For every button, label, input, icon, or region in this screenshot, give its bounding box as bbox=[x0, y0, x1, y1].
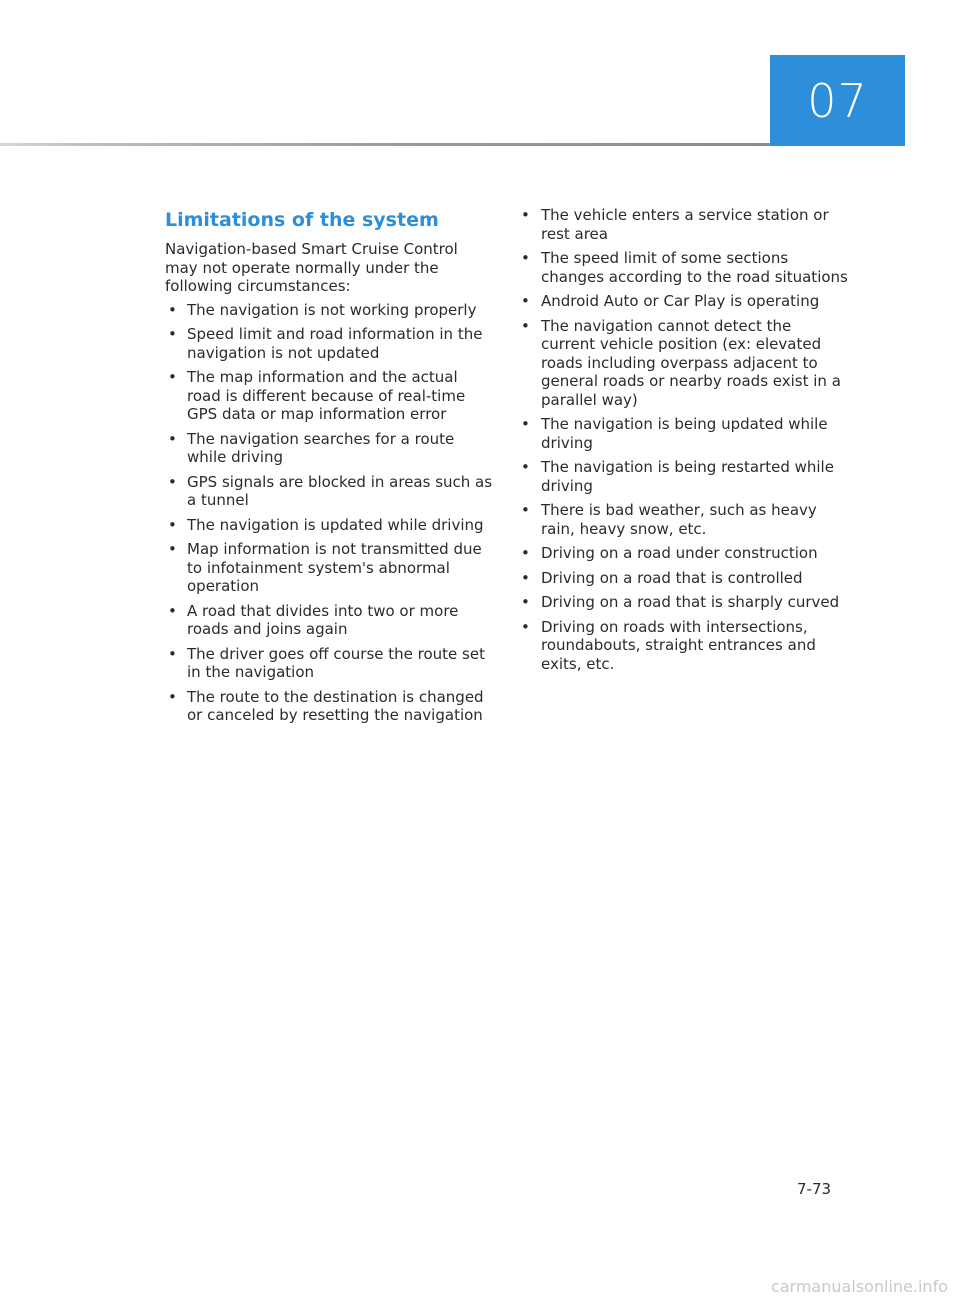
left-column bbox=[165, 206, 495, 731]
list-item-text: The navigation is being restarted while driving bbox=[541, 458, 834, 495]
bullet-icon: • bbox=[521, 249, 530, 267]
list-item bbox=[518, 292, 848, 311]
list-item-text: Driving on a road that is controlled bbox=[541, 568, 803, 587]
bullet-icon: • bbox=[168, 472, 177, 491]
list-item-text: A road that divides into two or more roads and joins again bbox=[187, 601, 459, 638]
list-item bbox=[518, 544, 848, 563]
list-item-text: The navigation cannot detect the current vehicle position (ex: elevated roads including overpass adjacent to general roads or nearby roads exist in a parallel way) bbox=[541, 316, 841, 409]
list-item bbox=[518, 249, 848, 286]
list-item-text: Driving on roads with intersections, roundabouts, straight entrances and exits, etc. bbox=[541, 617, 816, 673]
bullet-icon: • bbox=[168, 368, 177, 386]
list-item bbox=[165, 473, 495, 510]
list-item bbox=[165, 516, 495, 535]
bullet-icon: • bbox=[168, 687, 177, 706]
list-item bbox=[165, 368, 495, 424]
bullet-icon: • bbox=[521, 206, 530, 224]
bullet-icon: • bbox=[168, 429, 177, 448]
bullet-icon: • bbox=[168, 644, 177, 663]
list-item-text: There is bad weather, such as heavy rain, heavy snow, etc. bbox=[541, 501, 817, 538]
bullet-icon: • bbox=[168, 325, 177, 343]
list-item bbox=[165, 325, 495, 362]
bullet-icon: • bbox=[521, 544, 530, 562]
list-item bbox=[518, 569, 848, 588]
bullet-icon: • bbox=[521, 415, 530, 433]
chapter-tab bbox=[770, 55, 905, 146]
page-number: 7-73 bbox=[797, 1180, 832, 1198]
list-item bbox=[518, 317, 848, 410]
list-item bbox=[165, 540, 495, 596]
bullet-icon: • bbox=[521, 617, 530, 636]
header-rule bbox=[0, 143, 770, 146]
bullet-icon: • bbox=[168, 515, 177, 534]
list-item-text: The navigation searches for a route while driving bbox=[187, 429, 455, 466]
list-item-text: The navigation is not working properly bbox=[187, 300, 477, 319]
list-item-text: Driving on a road that is sharply curved bbox=[541, 593, 840, 611]
list-item-text: The navigation is updated while driving bbox=[187, 515, 484, 534]
list-item bbox=[518, 415, 848, 452]
list-item bbox=[518, 593, 848, 612]
list-item-text: Map information is not transmitted due to infotainment system's abnormal operation bbox=[187, 540, 482, 595]
list-item bbox=[165, 301, 495, 320]
list-item-text: GPS signals are blocked in areas such as a tunnel bbox=[187, 472, 493, 509]
chapter-number: 07 bbox=[807, 73, 868, 128]
list-item-text: Android Auto or Car Play is operating bbox=[541, 292, 820, 310]
section-title: Limitations of the system bbox=[165, 209, 439, 231]
list-item-text: The route to the destination is changed or canceled by resetting the navigation bbox=[187, 687, 484, 724]
bullet-icon: • bbox=[168, 601, 177, 620]
right-bullet-list bbox=[518, 206, 848, 673]
list-item bbox=[518, 206, 848, 243]
watermark: carmanualsonline.info bbox=[770, 1277, 948, 1296]
bullet-icon: • bbox=[521, 568, 530, 587]
intro-paragraph: Navigation-based Smart Cruise Control may not operate normally under the following circumstances: bbox=[165, 240, 458, 295]
list-item-text: Driving on a road under construction bbox=[541, 544, 818, 562]
list-item bbox=[518, 458, 848, 495]
bullet-icon: • bbox=[521, 593, 530, 611]
list-item bbox=[165, 645, 495, 682]
bullet-icon: • bbox=[168, 540, 177, 558]
list-item bbox=[165, 430, 495, 467]
list-item bbox=[518, 501, 848, 538]
list-item bbox=[518, 618, 848, 674]
bullet-icon: • bbox=[521, 292, 530, 310]
list-item-text: The vehicle enters a service station or rest area bbox=[541, 206, 829, 243]
bullet-icon: • bbox=[521, 316, 530, 335]
list-item-text: Speed limit and road information in the navigation is not updated bbox=[187, 325, 483, 362]
list-item-text: The speed limit of some sections changes according to the road situations bbox=[541, 249, 848, 286]
bullet-icon: • bbox=[521, 501, 530, 519]
left-bullet-list bbox=[165, 301, 495, 725]
right-column bbox=[518, 206, 848, 679]
list-item bbox=[165, 688, 495, 725]
list-item bbox=[165, 602, 495, 639]
bullet-icon: • bbox=[168, 300, 177, 319]
bullet-icon: • bbox=[521, 458, 530, 476]
list-item-text: The navigation is being updated while driving bbox=[541, 415, 828, 452]
list-item-text: The map information and the actual road is different because of real-time GPS data or map information error bbox=[187, 368, 466, 423]
list-item-text: The driver goes off course the route set in the navigation bbox=[187, 644, 485, 681]
